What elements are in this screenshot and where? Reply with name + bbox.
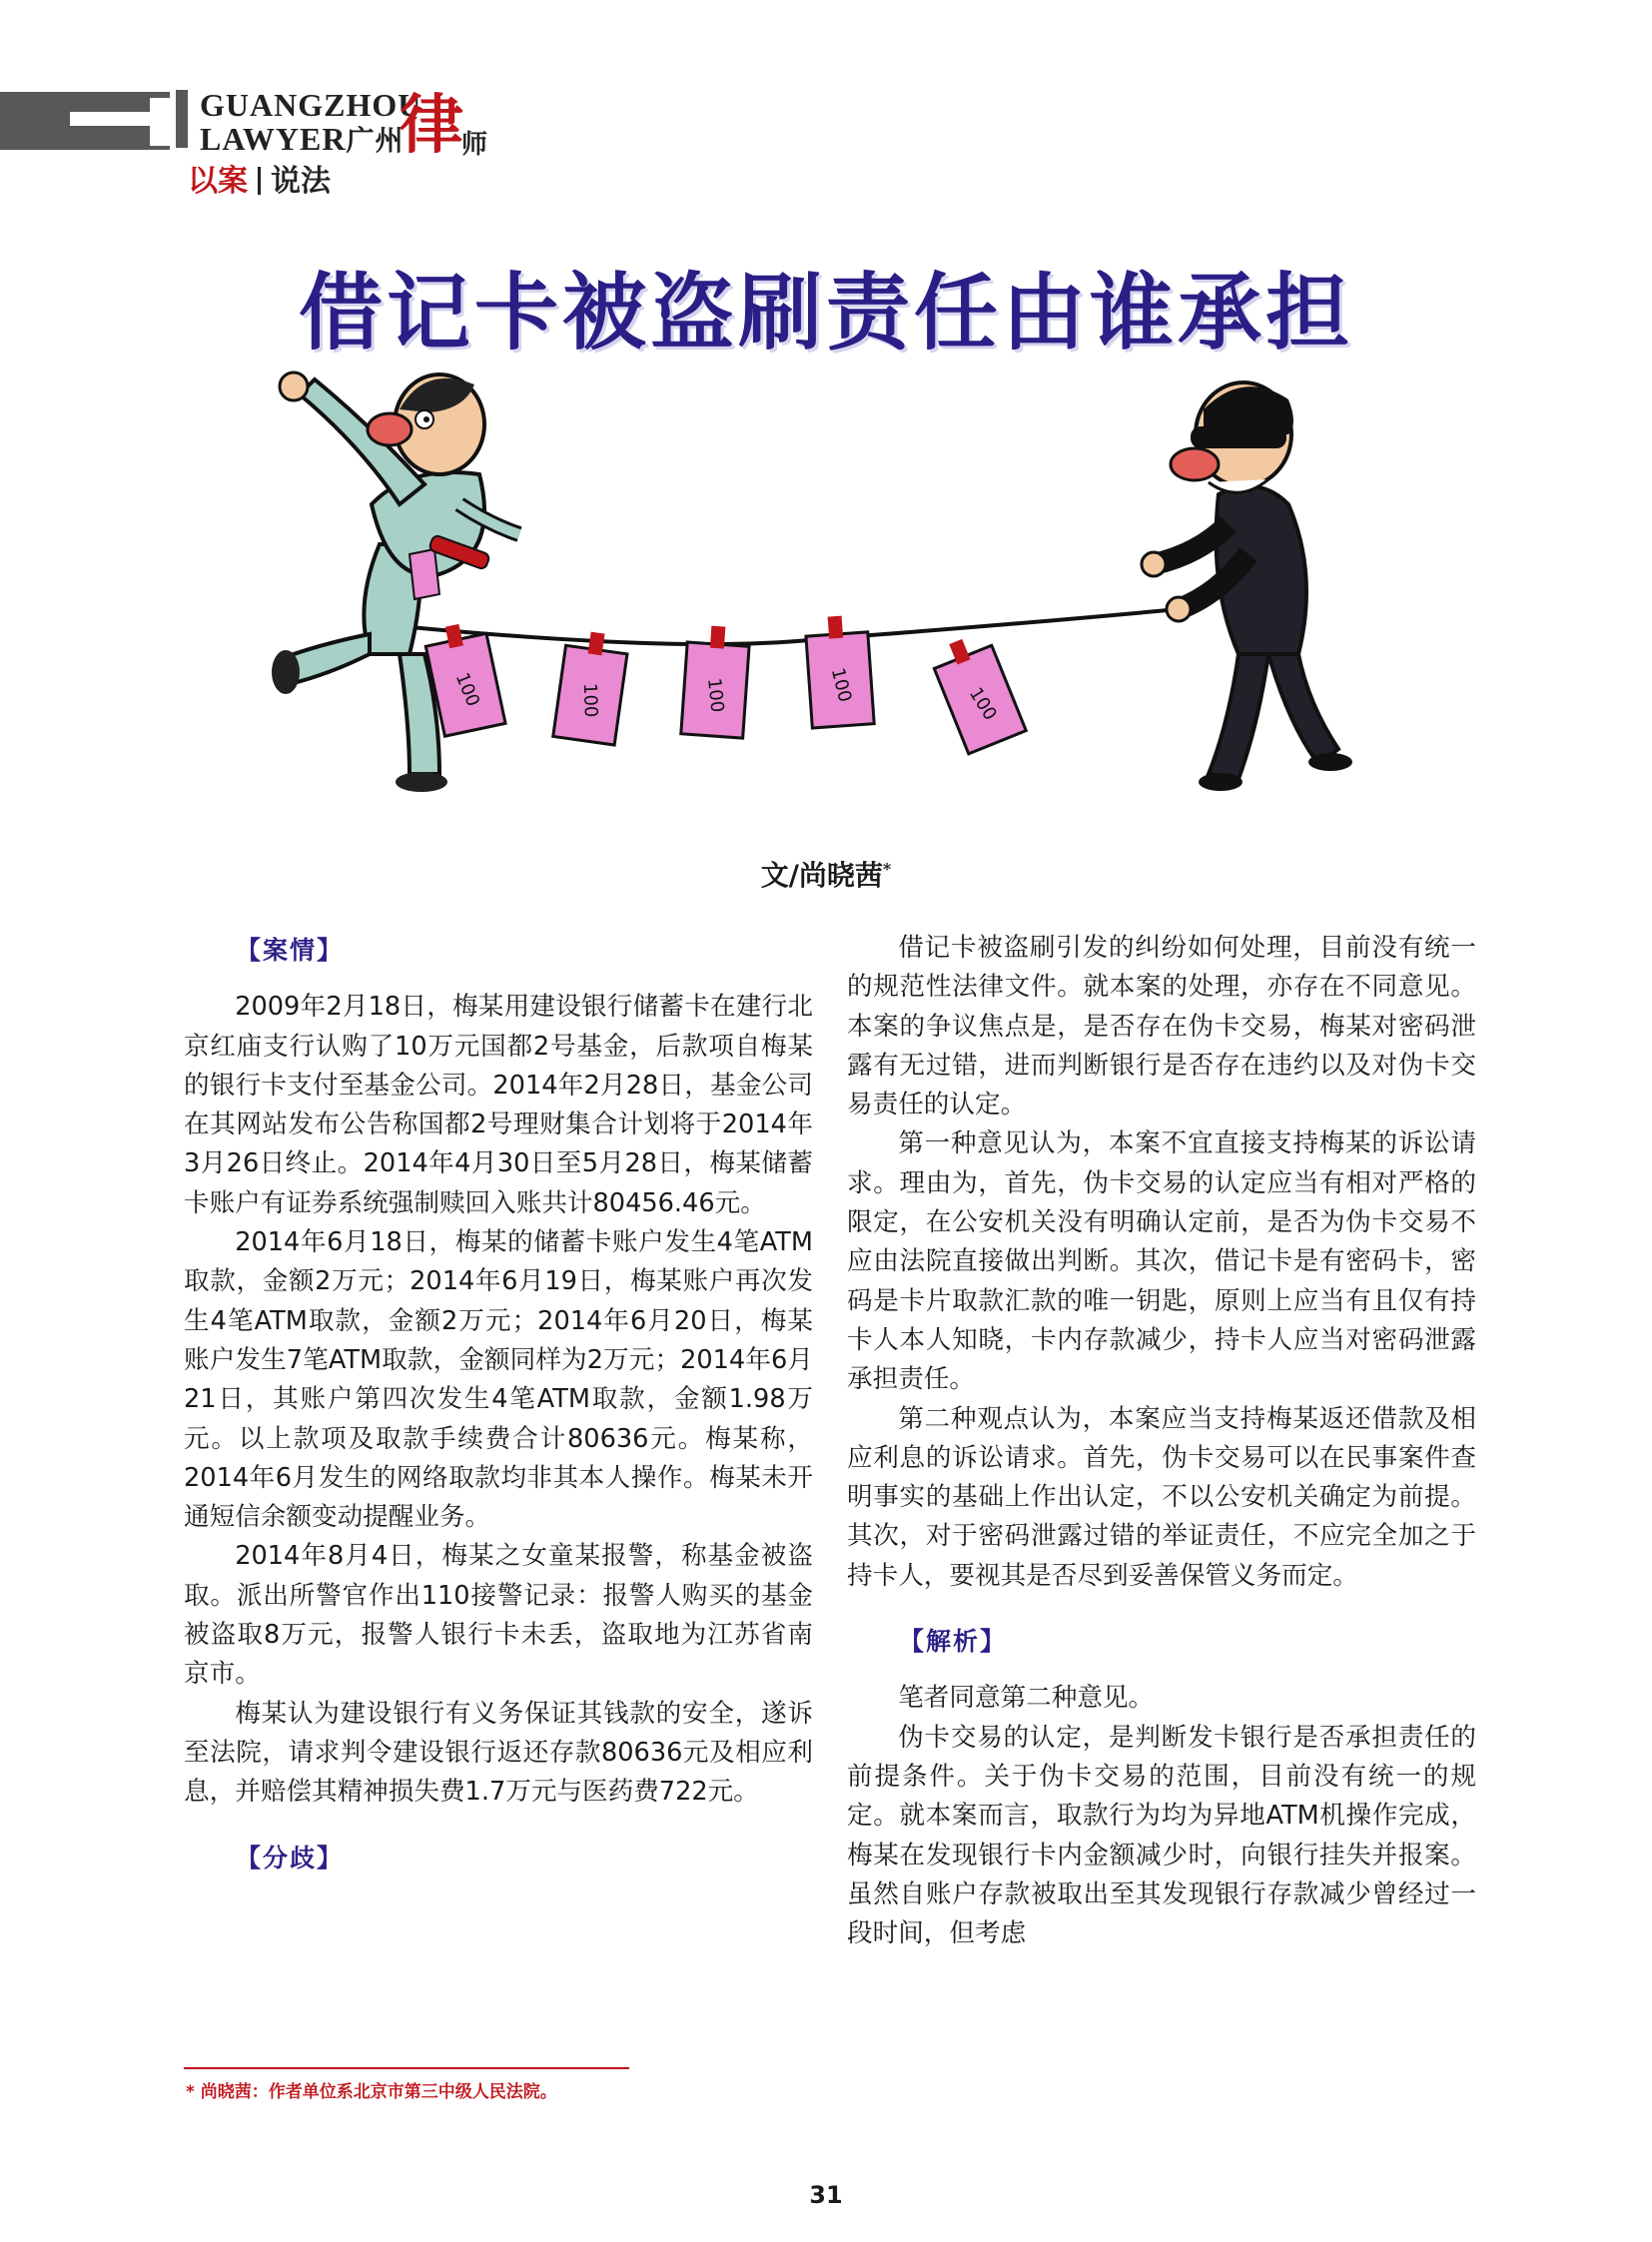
heading-case-facts: 【案情】 [236, 936, 345, 965]
bill-label: 100 [964, 683, 1001, 725]
heading-disagreement: 【分歧】 [236, 1843, 345, 1872]
masthead-cn-lv: 律 [400, 88, 463, 163]
section-divider [258, 167, 261, 195]
masthead-cn-guangzhou: 广州 [346, 124, 405, 157]
footnote-rule [184, 2067, 629, 2069]
bill-label: 100 [450, 669, 484, 710]
masthead-en-lawyer: LAWYER [200, 121, 347, 157]
article-title: 借记卡被盗刷责任由谁承担 [298, 264, 1353, 362]
heading-analysis: 【解析】 [899, 1627, 1008, 1657]
byline-text: 文/尚晓茜 [760, 859, 883, 892]
paragraph: 第一种意见认为，本案不宜直接支持梅某的诉讼请求。理由为，首先，伪卡交易的认定应当有相对严格的限定，在公安机关没有明确认定前，是否为伪卡交易不应由法院直接做出判断。其次，借记卡是有密码卡，密码是卡片取款汇款的唯一钥匙，原则上应当有且仅有持卡人本人知晓，卡内存款减少，持卡人应当对密码泄露承担责任。 [847, 1128, 1476, 1395]
masthead-text [200, 88, 421, 158]
left-column [184, 929, 813, 1895]
masthead [0, 84, 559, 164]
section-label-part2: 说法 [271, 164, 331, 199]
section-label-part1: 以案 [188, 164, 248, 199]
footnote: * 尚晓茜：作者单位系北京市第三中级人民法院。 [186, 2082, 557, 2102]
bill-label: 100 [703, 676, 728, 714]
paragraph: 借记卡被盗刷引发的纠纷如何处理，目前没有统一的规范性法律文件。就本案的处理，亦存在不同意见。本案的争议焦点是，是否存在伪卡交易，梅某对密码泄露有无过错，进而判断银行是否存在违约以及对伪卡交易责任的认定。 [847, 933, 1476, 1121]
section-label [188, 156, 331, 200]
paragraph: 梅某认为建设银行有义务保证其钱款的安全，遂诉至法院，请求判令建设银行返还存款80636元及相应利息，并赔偿其精神损失费1.7万元与医药费722元。 [184, 1698, 813, 1808]
bill-label: 100 [578, 682, 601, 718]
paragraph: 第二种观点认为，本案应当支持梅某返还借款及相应利息的诉讼请求。首先，伪卡交易可以在民事案件查明事实的基础上作出认定，不以公安机关确定为前提。其次，对于密码泄露过错的举证责任，不应完全加之于持卡人，要视其是否尽到妥善保管义务而定。 [847, 1403, 1476, 1591]
masthead-en-line1: GUANGZHOU [200, 87, 422, 123]
page-number: 31 [809, 2181, 843, 2209]
byline [0, 854, 1652, 894]
paragraph: 2009年2月18日，梅某用建设银行储蓄卡在建行北京红庙支行认购了10万元国都2号基金，后款项自梅某的银行卡支付至基金公司。2014年2月28日，基金公司在其网站发布公告称国都2号理财集合计划将于2014年3月26日终止。2014年4月30日至5月28日，梅某储蓄卡账户有证券系统强制赎回入账共计80456.46元。 [184, 992, 813, 1218]
paragraph: 笔者同意第二种意见。 [898, 1683, 1155, 1714]
cartoon-illustration [260, 355, 1378, 824]
paragraph: 伪卡交易的认定，是判断发卡银行是否承担责任的前提条件。关于伪卡交易的范围，目前没有统一的规定。就本案而言，取款行为均为异地ATM机操作完成，梅某在发现银行卡内金额减少时，向银行挂失并报案。虽然自账户存款被取出至其发现银行存款减少曾经过一段时间，但考虑 [847, 1722, 1476, 1949]
thief-figure [1142, 382, 1352, 791]
paragraph: 2014年8月4日，梅某之女童某报警，称基金被盗取。派出所警官作出110接警记录：报警人购买的基金被盗取8万元，报警人银行卡未丢，盗取地为江苏省南京市。 [184, 1541, 813, 1690]
byline-footnote-mark: * [882, 859, 892, 879]
paragraph: 2014年6月18日，梅某的储蓄卡账户发生4笔ATM取款，金额2万元；2014年6月19日，梅某账户再次发生4笔ATM取款，金额2万元；2014年6月20日，梅某账户发生7笔ATM取款，金额同样为2万元；2014年6月21日，其账户第四次发生4笔ATM取款，金额1.98万元。以上款项及取款手续费合计80636元。梅某称，2014年6月发生的网络取款均非其本人操作。梅某未开通短信余额变动提醒业务。 [184, 1227, 813, 1533]
clothesline [380, 609, 1179, 644]
masthead-cn-shi: 师 [461, 130, 488, 160]
masthead-en-line2 [200, 122, 421, 158]
bill-label: 100 [826, 665, 856, 705]
right-column [847, 929, 1476, 1953]
